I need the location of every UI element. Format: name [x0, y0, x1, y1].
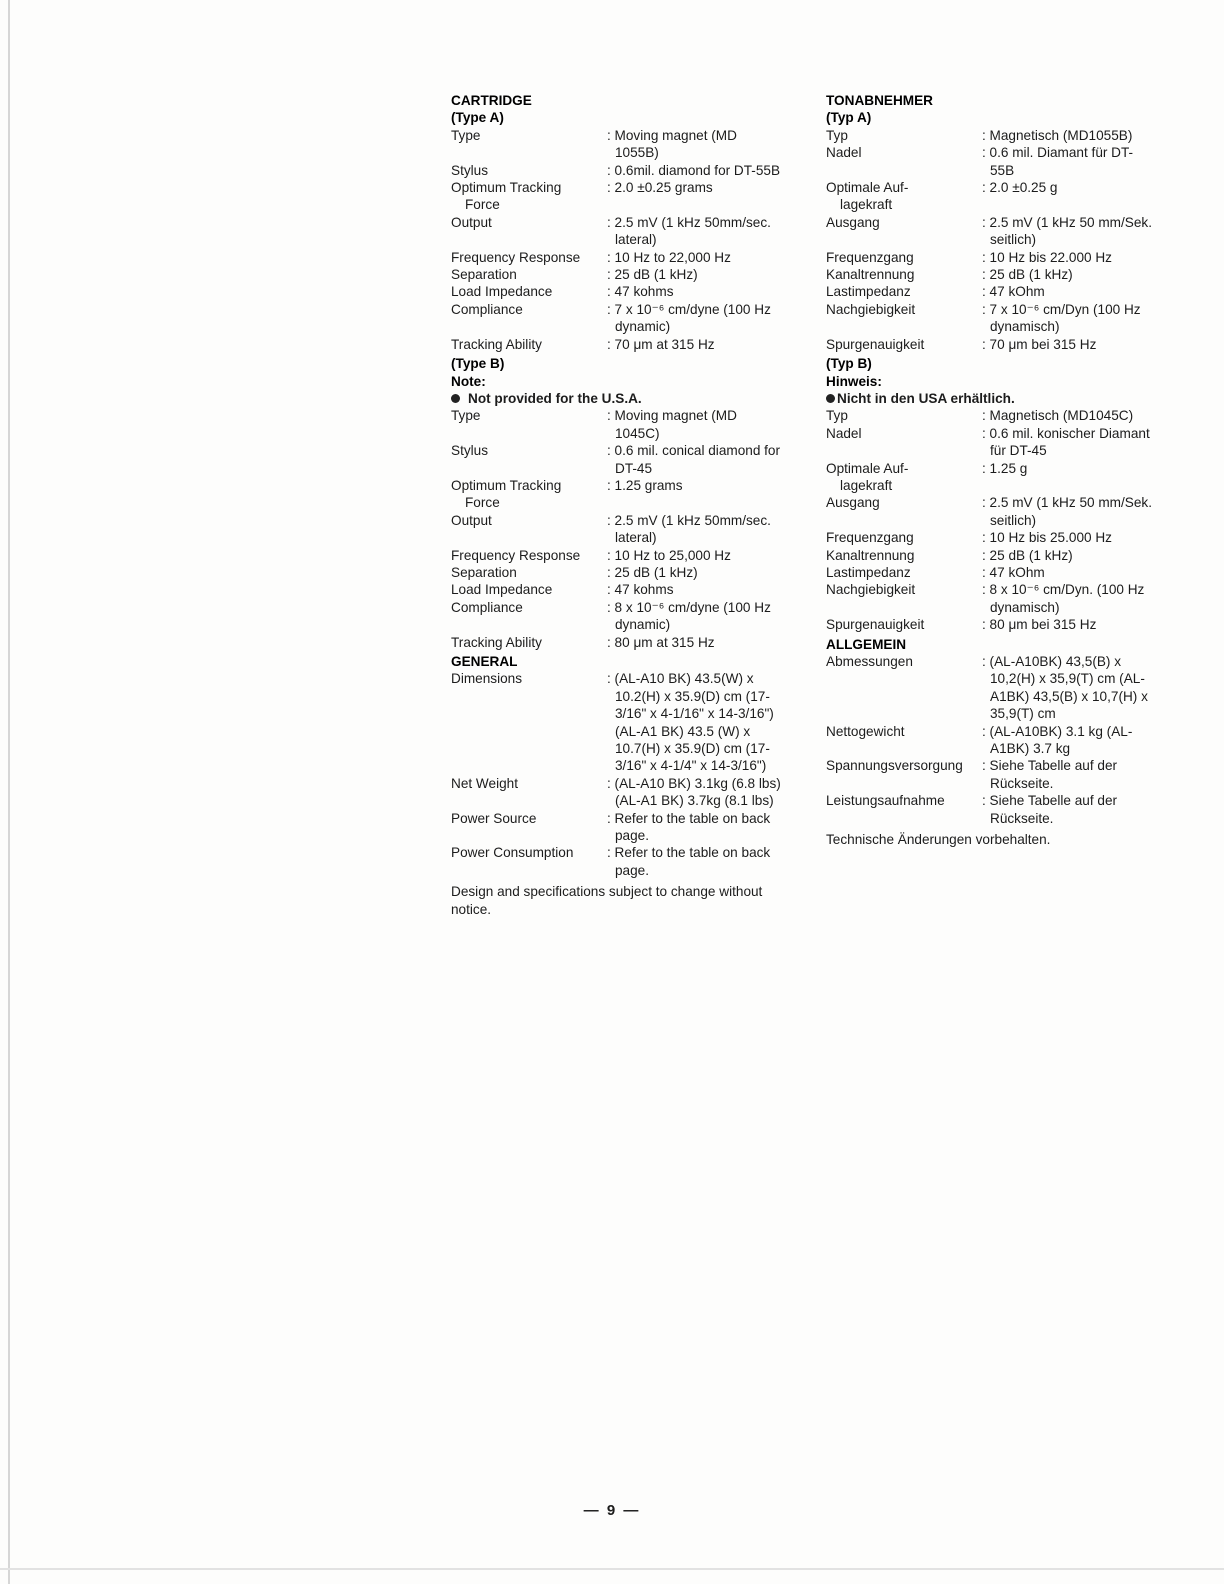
spec-value: : 2.0 ±0.25 g	[982, 180, 1058, 196]
spec-value: : 10 Hz to 22,000 Hz	[607, 249, 731, 265]
hinweis-text: Nicht in den USA erhältlich.	[837, 390, 1015, 406]
spec-value: : 0.6 mil. konischer Diamant für DT-45	[982, 425, 1150, 459]
spec-row	[451, 249, 781, 266]
english-specifications	[451, 92, 781, 918]
spec-row	[826, 564, 1156, 581]
spec-row	[826, 266, 1156, 283]
spec-label: Tracking Ability	[451, 336, 542, 352]
spec-label: Frequency Response	[451, 547, 581, 563]
spec-row	[826, 283, 1156, 300]
spec-label: Dimensions	[451, 671, 523, 687]
spec-value: : Moving magnet (MD 1055B)	[607, 127, 737, 161]
typ-b-heading: (Typ B)	[826, 356, 872, 372]
spec-label: Output	[451, 512, 492, 528]
spec-label: Optimale Auf- lagekraft	[826, 180, 909, 213]
spec-value: : 0.6 mil. Diamant für DT-55B	[982, 145, 1134, 178]
spec-row	[451, 512, 781, 547]
spec-row	[826, 616, 1156, 633]
spec-row	[451, 214, 781, 249]
spec-row	[451, 179, 781, 214]
spec-value: : 2.5 mV (1 kHz 50mm/sec. lateral)	[607, 512, 771, 546]
spec-row	[826, 301, 1156, 336]
spec-label: Typ	[826, 127, 848, 143]
spec-value: : Magnetisch (MD1045C)	[982, 408, 1134, 424]
note-line	[451, 390, 781, 407]
spec-label: Spurgenauigkeit	[826, 617, 925, 633]
spec-label: Ausgang	[826, 495, 880, 511]
spec-row	[451, 162, 781, 179]
spec-row	[826, 757, 1156, 792]
spec-value: : 25 dB (1 kHz)	[607, 564, 698, 580]
spec-label: Power Source	[451, 810, 537, 826]
allgemein-spec-list	[826, 653, 1156, 827]
spec-row	[451, 477, 781, 512]
spec-value: : Refer to the table on back page.	[607, 810, 771, 844]
spec-label: Optimum Tracking Force	[451, 477, 562, 511]
spec-label: Nettogewicht	[826, 723, 905, 739]
spec-value: : (AL-A10 BK) 3.1kg (6.8 lbs) (AL-A1 BK) 3.7kg (8.1 lbs)	[607, 775, 781, 809]
spec-row	[826, 179, 1156, 214]
spec-row	[826, 460, 1156, 495]
spec-label: Stylus	[451, 443, 489, 459]
spec-row	[451, 670, 781, 774]
spec-value: : 1.25 grams	[607, 477, 683, 493]
spec-row	[451, 775, 781, 810]
footer-note-de: Technische Änderungen vorbehalten.	[826, 832, 1051, 848]
spec-label: Lastimpedanz	[826, 564, 911, 580]
hinweis-line	[826, 390, 1156, 407]
spec-value: : Siehe Tabelle auf der Rückseite.	[982, 758, 1118, 791]
spec-row	[826, 214, 1156, 249]
spec-value: : 7 x 10⁻⁶ cm/dyne (100 Hz dynamic)	[607, 301, 771, 335]
spec-row	[826, 127, 1156, 144]
allgemein-heading: ALLGEMEIN	[826, 636, 907, 652]
cartridge-heading: CARTRIDGE	[451, 93, 532, 108]
spec-value: : 7 x 10⁻⁶ cm/Dyn (100 Hz dynamisch)	[982, 301, 1141, 335]
spec-label: Separation	[451, 267, 517, 283]
spec-label: Compliance	[451, 599, 523, 615]
spec-row	[451, 564, 781, 581]
spec-row	[451, 581, 781, 598]
spec-label: Nachgiebigkeit	[826, 582, 916, 598]
spec-value: : 2.5 mV (1 kHz 50mm/sec. lateral)	[607, 214, 771, 248]
spec-label: Typ	[826, 408, 848, 424]
spec-label: Stylus	[451, 162, 489, 178]
spec-row	[826, 723, 1156, 758]
spec-value: : 8 x 10⁻⁶ cm/dyne (100 Hz dynamic)	[607, 599, 771, 633]
spec-row	[451, 599, 781, 634]
hinweis-heading: Hinweis:	[826, 373, 882, 389]
spec-row	[826, 653, 1156, 723]
spec-value: : 2.5 mV (1 kHz 50 mm/Sek. seitlich)	[982, 214, 1152, 248]
spec-value: : 2.0 ±0.25 grams	[607, 180, 713, 196]
spec-label: Nachgiebigkeit	[826, 301, 916, 317]
spec-row	[826, 249, 1156, 266]
spec-label: Lastimpedanz	[826, 284, 911, 300]
spec-label: Net Weight	[451, 775, 518, 791]
spec-row	[451, 634, 781, 651]
spec-row	[826, 529, 1156, 546]
spec-label: Output	[451, 214, 492, 230]
spec-row	[826, 792, 1156, 827]
spec-row	[451, 266, 781, 283]
spec-label: Load Impedance	[451, 582, 553, 598]
spec-label: Nadel	[826, 145, 862, 161]
spec-label: Load Impedance	[451, 284, 553, 300]
spec-value: : 47 kohms	[607, 582, 674, 598]
spec-value: : 0.6mil. diamond for DT-55B	[607, 162, 781, 178]
spec-label: Type	[451, 127, 481, 143]
bullet-icon	[451, 394, 460, 403]
spec-label: Kanaltrennung	[826, 267, 915, 283]
spec-value: : (AL-A10BK) 43,5(B) x 10,2(H) x 35,9(T) cm (AL-A1BK) 43,5(B) x 10,7(H) x 35,9(T) cm	[982, 654, 1148, 722]
spec-value: : 2.5 mV (1 kHz 50 mm/Sek. seitlich)	[982, 495, 1152, 528]
spec-value: : 25 dB (1 kHz)	[982, 267, 1073, 283]
spec-label: Leistungsaufnahme	[826, 793, 945, 809]
spec-value: : 47 kOhm	[982, 564, 1045, 580]
spec-value: : 70 μm bei 315 Hz	[982, 336, 1097, 352]
type-b-spec-list	[451, 407, 781, 651]
spec-row	[826, 425, 1156, 460]
spec-value: : (AL-A10BK) 3.1 kg (AL-A1BK) 3.7 kg	[982, 723, 1133, 757]
spec-label: Abmessungen	[826, 654, 913, 669]
spec-value: : Siehe Tabelle auf der Rückseite.	[982, 793, 1118, 826]
spec-value: : Moving magnet (MD 1045C)	[607, 408, 737, 441]
spec-value: : 10 Hz bis 25.000 Hz	[982, 530, 1112, 546]
spec-row	[451, 407, 781, 442]
spec-row	[826, 581, 1156, 616]
spec-row	[826, 547, 1156, 564]
german-specifications	[826, 92, 1156, 848]
bullet-icon	[826, 394, 835, 403]
spec-value: : (AL-A10 BK) 43.5(W) x 10.2(H) x 35.9(D) cm (17-3/16" x 4-1/16" x 14-3/16") (AL-A1 BK) 43.5 (W) x 10.7(H) x 35.9(D) cm (17-3/16" x 4-1/4" x 14-3/16")	[607, 671, 774, 774]
spec-value: : 10 Hz to 25,000 Hz	[607, 547, 731, 563]
spec-label: Compliance	[451, 301, 523, 317]
note-text: Not provided for the U.S.A.	[468, 390, 642, 406]
spec-label: Type	[451, 408, 481, 424]
spec-label: Tracking Ability	[451, 634, 542, 650]
spec-value: : 80 μm at 315 Hz	[607, 634, 715, 650]
spec-value: : 70 μm at 315 Hz	[607, 336, 715, 352]
spec-value: : 0.6 mil. conical diamond for DT-45	[607, 443, 781, 476]
spec-value: : Refer to the table on back page.	[607, 845, 771, 878]
general-spec-list	[451, 670, 781, 879]
spec-label: Frequenzgang	[826, 249, 914, 265]
note-heading: Note:	[451, 373, 486, 389]
spec-label: Nadel	[826, 425, 862, 441]
spec-row	[826, 494, 1156, 529]
spec-row	[451, 442, 781, 477]
page-number: — 9 —	[583, 1502, 641, 1519]
spec-row	[451, 810, 781, 845]
spec-value: : Magnetisch (MD1055B)	[982, 127, 1133, 143]
type-a-heading: (Type A)	[451, 110, 504, 126]
spec-label: Separation	[451, 564, 517, 580]
spec-row	[451, 336, 781, 353]
spec-label: Frequenzgang	[826, 530, 914, 546]
page-edge-bottom	[0, 1568, 1224, 1570]
spec-label: Optimum Tracking Force	[451, 180, 562, 213]
spec-value: : 47 kohms	[607, 284, 674, 300]
spec-row	[451, 844, 781, 879]
spec-row	[826, 407, 1156, 424]
spec-value: : 10 Hz bis 22.000 Hz	[982, 249, 1112, 265]
typ-b-spec-list	[826, 407, 1156, 633]
spec-value: : 47 kOhm	[982, 284, 1045, 300]
spec-row	[451, 127, 781, 162]
spec-row	[826, 336, 1156, 353]
page-edge	[8, 0, 10, 1584]
spec-label: Kanaltrennung	[826, 547, 915, 563]
spec-label: Spannungsversorgung	[826, 758, 963, 774]
type-b-heading: (Type B)	[451, 356, 505, 372]
typ-a-heading: (Typ A)	[826, 110, 872, 126]
spec-row	[451, 301, 781, 336]
spec-label: Ausgang	[826, 214, 880, 230]
spec-label: Optimale Auf- lagekraft	[826, 460, 909, 493]
tonabnehmer-heading: TONABNEHMER	[826, 93, 933, 108]
typ-a-spec-list	[826, 127, 1156, 353]
type-a-spec-list	[451, 127, 781, 353]
footer-note: Design and specifications subject to change without notice.	[451, 884, 763, 917]
general-heading: GENERAL	[451, 654, 518, 669]
spec-row	[451, 547, 781, 564]
spec-value: : 8 x 10⁻⁶ cm/Dyn. (100 Hz dynamisch)	[982, 582, 1145, 615]
spec-row	[826, 144, 1156, 179]
spec-value: : 80 μm bei 315 Hz	[982, 617, 1097, 633]
spec-row	[451, 283, 781, 300]
spec-value: : 1.25 g	[982, 460, 1028, 476]
spec-label: Power Consumption	[451, 845, 574, 861]
spec-value: : 25 dB (1 kHz)	[982, 547, 1073, 563]
spec-label: Spurgenauigkeit	[826, 336, 925, 352]
spec-value: : 25 dB (1 kHz)	[607, 267, 698, 283]
spec-label: Frequency Response	[451, 249, 581, 265]
